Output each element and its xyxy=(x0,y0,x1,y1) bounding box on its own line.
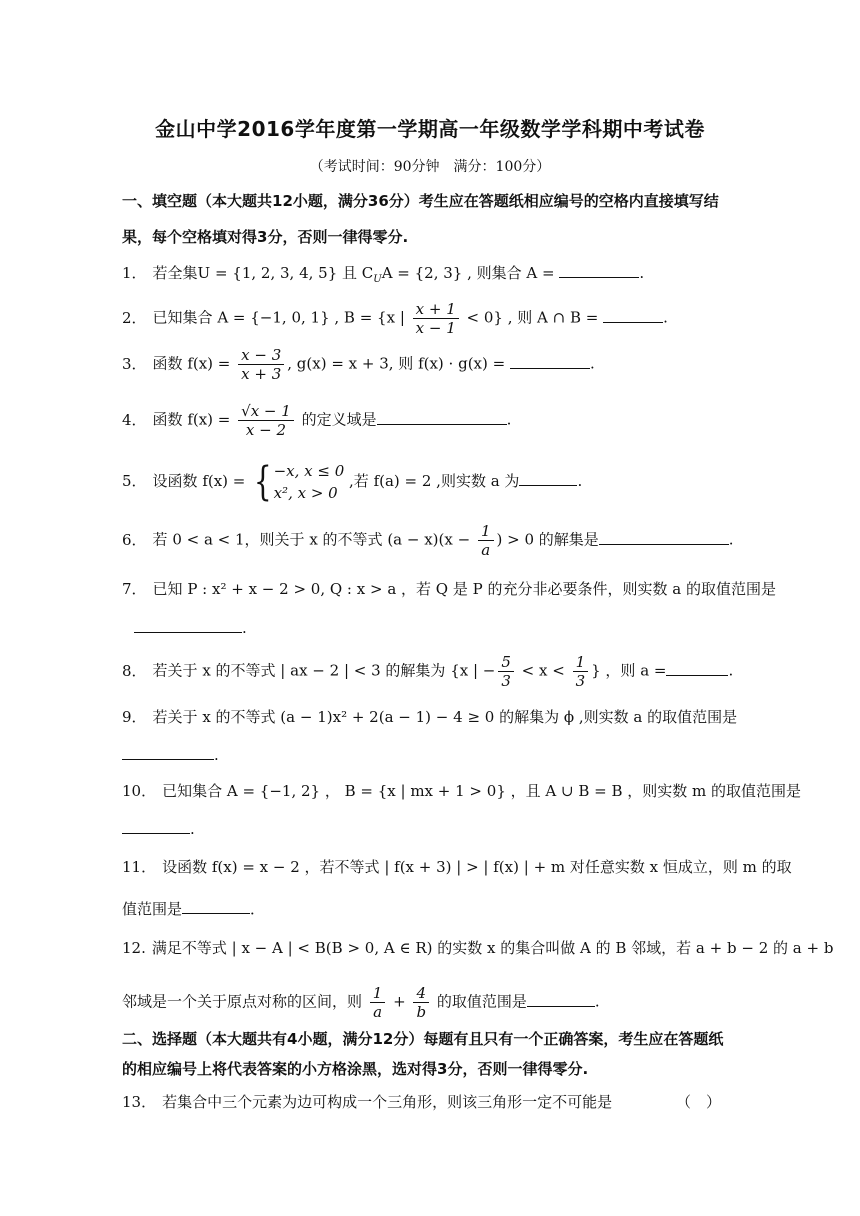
fraction-numerator: 4 xyxy=(413,984,429,1003)
question-text-2: ,若 f(a) = 2 ,则实数 a 为 xyxy=(344,472,520,490)
question-text: 函数 f(x) = xyxy=(152,410,236,429)
question-11 xyxy=(122,856,792,878)
question-number: 12. xyxy=(122,939,146,957)
question-7 xyxy=(122,578,776,600)
answer-paren[interactable]: （ ） xyxy=(676,1093,722,1111)
fraction-numerator: 5 xyxy=(498,653,514,672)
fraction-numerator: x + 1 xyxy=(413,300,459,319)
fraction-numerator: √x − 1 xyxy=(238,402,294,421)
question-number: 7． xyxy=(122,580,147,598)
question-text: 函数 f(x) = xyxy=(152,354,236,373)
question-8 xyxy=(122,653,742,690)
fraction xyxy=(413,300,459,337)
question-9-cont xyxy=(122,744,742,766)
fraction xyxy=(498,653,514,690)
fraction-denominator: 3 xyxy=(501,672,511,690)
question-text: 已知集合 A = {−1, 0, 1} , B = {x | xyxy=(152,308,410,327)
exam-subtitle: （考试时间：90分钟 满分：100分） xyxy=(309,159,551,175)
question-11-cont xyxy=(122,898,742,920)
fraction-denominator: x − 1 xyxy=(415,319,456,337)
fraction xyxy=(573,653,589,690)
question-end: . xyxy=(589,354,595,373)
question-9 xyxy=(122,706,742,728)
fraction-denominator: a xyxy=(373,1003,383,1021)
question-10 xyxy=(122,780,802,802)
case-1: −x, x ≤ 0 xyxy=(273,462,345,480)
left-brace: { xyxy=(253,459,272,505)
question-number: 4． xyxy=(122,410,147,429)
question-number: 6． xyxy=(122,530,147,549)
fraction xyxy=(478,522,494,559)
answer-blank[interactable] xyxy=(377,410,507,425)
question-7-cont xyxy=(134,617,754,639)
answer-blank[interactable] xyxy=(559,263,639,278)
answer-blank[interactable] xyxy=(599,530,729,545)
piecewise-cases xyxy=(274,460,345,504)
answer-blank[interactable] xyxy=(603,308,663,323)
question-number: 10． xyxy=(122,782,157,800)
answer-blank[interactable] xyxy=(510,354,590,369)
question-text: 已知集合 A = {−1, 2} ， B = {x | mx + 1 > 0} ，且 A ∪ B = B ，则实数 m 的取值范围是 xyxy=(162,782,802,800)
answer-blank[interactable] xyxy=(134,618,242,633)
fraction-numerator: 1 xyxy=(478,522,494,541)
question-end: . xyxy=(594,992,600,1011)
question-text-2: , g(x) = x + 3, 则 f(x) · g(x) = xyxy=(287,354,510,373)
fraction-denominator: x − 2 xyxy=(245,421,287,439)
answer-blank[interactable] xyxy=(182,899,250,914)
fraction xyxy=(238,346,284,383)
question-text-2: 邻域是一个关于原点对称的区间，则 xyxy=(122,992,367,1011)
question-text-2: ) > 0 的解集是 xyxy=(496,530,599,549)
fraction-numerator: 1 xyxy=(370,984,386,1003)
question-text: 已知 P : x² + x − 2 > 0, Q : x > a ，若 Q 是 P 的充分非必要条件，则实数 a 的取值范围是 xyxy=(152,580,776,598)
question-mid: < x < xyxy=(516,661,570,680)
question-end: . xyxy=(214,746,219,764)
question-text: 设函数 f(x) = x − 2 ，若不等式 | f(x + 3) | > | f(x) | + m 对任意实数 x 恒成立，则 m 的取 xyxy=(162,858,792,876)
question-10-cont xyxy=(122,818,742,840)
question-1 xyxy=(122,262,742,291)
question-end: . xyxy=(663,308,668,327)
question-12-cont xyxy=(122,984,742,1021)
question-text-2: < 0} , 则 A ∩ B = xyxy=(461,308,604,327)
question-end: . xyxy=(728,661,734,680)
question-end: . xyxy=(506,410,512,429)
question-13 xyxy=(122,1091,742,1113)
question-end: . xyxy=(577,472,583,490)
question-6 xyxy=(122,522,742,559)
question-12 xyxy=(122,937,834,959)
question-4 xyxy=(122,402,742,439)
question-text-2: } ，则 a = xyxy=(591,661,667,680)
section1-instructions-line2: 果，每个空格填对得3分，否则一律得零分. xyxy=(122,228,409,246)
fraction xyxy=(413,984,429,1021)
question-text: 若关于 x 的不等式 | ax − 2 | < 3 的解集为 {x | − xyxy=(152,661,496,680)
question-text: 若关于 x 的不等式 (a − 1)x² + 2(a − 1) − 4 ≥ 0 的解集为 ϕ ,则实数 a 的取值范围是 xyxy=(152,708,738,726)
section2-instructions-line1: 二、选择题（本大题共有4小题，满分12分）每题有且只有一个正确答案，考生应在答题纸 xyxy=(122,1030,724,1048)
question-text: 若 0 < a < 1，则关于 x 的不等式 (a − x)(x − xyxy=(152,530,475,549)
subscript: U xyxy=(373,274,382,285)
question-text: 若集合中三个元素为边可构成一个三角形，则该三角形一定不可能是 xyxy=(162,1093,613,1111)
question-number: 8． xyxy=(122,661,147,680)
question-text: 设函数 f(x) = xyxy=(152,472,251,490)
question-number: 1． xyxy=(122,264,147,282)
question-text-2: 的定义域是 xyxy=(296,410,377,429)
fraction xyxy=(238,402,294,439)
question-end: . xyxy=(639,264,645,282)
question-number: 3． xyxy=(122,354,147,373)
answer-blank[interactable] xyxy=(527,992,595,1007)
answer-blank[interactable] xyxy=(519,471,577,486)
question-text: 满足不等式 | x − A | < B(B > 0, A ∈ R) 的实数 x 的集合叫做 A 的 B 邻域，若 a + b − 2 的 a + b xyxy=(151,939,834,957)
exam-title: 金山中学2016学年度第一学期高一年级数学学科期中考试卷 xyxy=(155,117,705,141)
section1-instructions-line1: 一、填空题（本大题共12小题，满分36分）考生应在答题纸相应编号的空格内直接填写结 xyxy=(122,192,719,210)
fraction-denominator: b xyxy=(416,1003,427,1021)
question-end: . xyxy=(190,820,195,838)
question-text: 若全集U = {1, 2, 3, 4, 5} 且 C xyxy=(152,264,374,282)
question-text-2: 值范围是 xyxy=(122,900,183,918)
answer-blank[interactable] xyxy=(122,745,214,760)
fraction xyxy=(370,984,386,1021)
fraction-numerator: x − 3 xyxy=(238,346,284,365)
question-3 xyxy=(122,346,742,383)
question-number: 5． xyxy=(122,472,147,490)
section2-instructions-line2: 的相应编号上将代表答案的小方格涂黑，选对得3分，否则一律得零分. xyxy=(122,1060,589,1078)
question-text-2: A = {2, 3} , 则集合 A = xyxy=(381,264,560,282)
question-end: . xyxy=(242,619,247,637)
case-2: x², x > 0 xyxy=(273,484,338,502)
fraction-denominator: a xyxy=(481,541,491,559)
fraction-denominator: x + 3 xyxy=(241,365,282,383)
question-end: ． xyxy=(250,900,266,918)
question-end: . xyxy=(728,530,734,549)
question-number: 9． xyxy=(122,708,147,726)
fraction-denominator: 3 xyxy=(575,672,586,690)
question-5 xyxy=(122,460,742,504)
fraction-numerator: 1 xyxy=(573,653,589,672)
question-2 xyxy=(122,300,742,337)
answer-blank[interactable] xyxy=(666,661,728,676)
question-number: 2． xyxy=(122,308,147,327)
answer-blank[interactable] xyxy=(122,819,190,834)
question-number: 13． xyxy=(122,1093,157,1111)
question-text-3: 的取值范围是 xyxy=(432,992,527,1011)
question-number: 11． xyxy=(122,858,157,876)
plus-sign: + xyxy=(388,992,411,1011)
